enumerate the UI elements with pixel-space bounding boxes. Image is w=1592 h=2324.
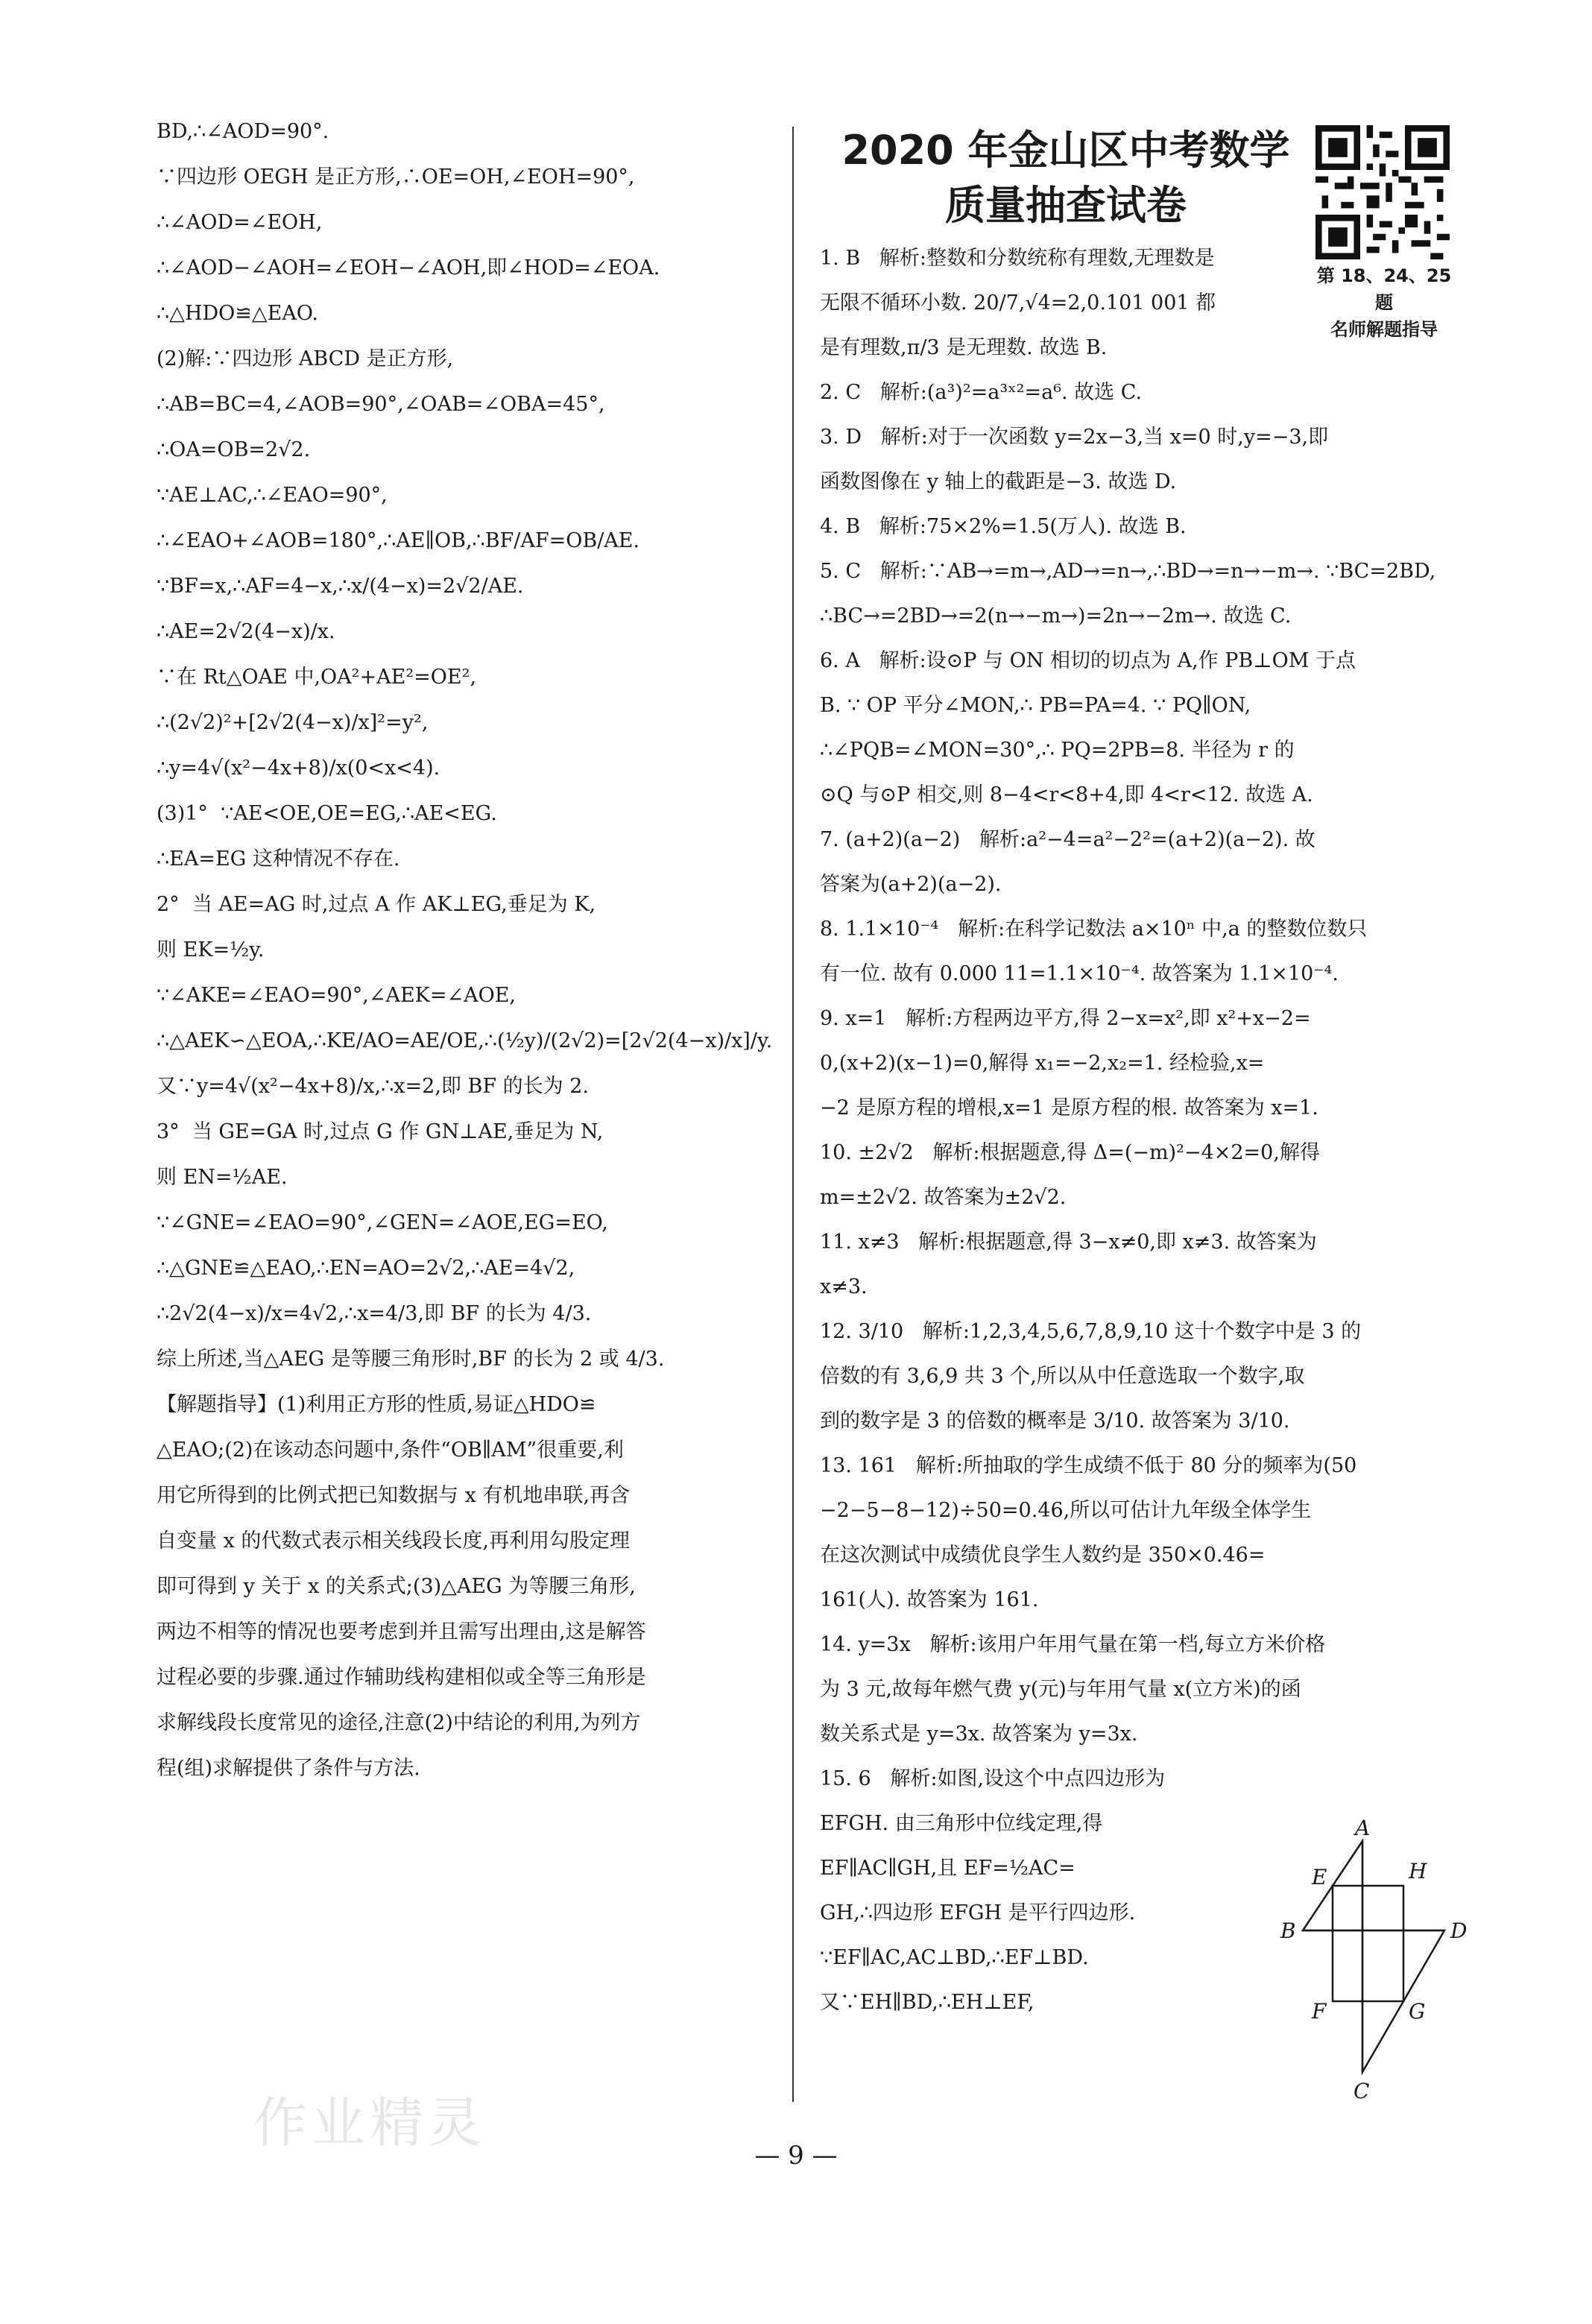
- text-line: GH,∴四边形 EFGH 是平行四边形.: [820, 1901, 1136, 1924]
- text-line: 6. A 解析:设⊙P 与 ON 相切的切点为 A,作 PB⊥OM 于点: [820, 649, 1356, 672]
- midpoint-quadrilateral: [1333, 1886, 1403, 2001]
- text-line: 161(人). 故答案为 161.: [820, 1588, 1039, 1611]
- text-line: 又∵EH∥BD,∴EH⊥EF,: [820, 1991, 1035, 2014]
- title-line: 2020 年金山区中考数学: [841, 127, 1290, 174]
- text-line: ∴AB=BC=4,∠AOB=90°,∠OAB=∠OBA=45°,: [157, 393, 605, 416]
- text-line: 到的数字是 3 的倍数的概率是 3/10. 故答案为 3/10.: [820, 1409, 1290, 1433]
- text-line: 求解线段长度常见的途径,注意(2)中结论的利用,为列方: [157, 1711, 641, 1734]
- text-line: −2−5−8−12)÷50=0.46,所以可估计九年级全体学生: [820, 1499, 1312, 1522]
- exam-title: [835, 123, 1297, 233]
- text-line: ∴y=4√(x²−4x+8)/x(0<x<4).: [157, 757, 440, 780]
- label-b: B: [1280, 1919, 1296, 1943]
- text-line: ⊙Q 与⊙P 相交,则 8−4<r<8+4,即 4<r<12. 故选 A.: [820, 783, 1313, 806]
- text-line: ∴∠EAO+∠AOB=180°,∴AE∥OB,∴BF/AF=OB/AE.: [157, 529, 640, 552]
- column-divider: [792, 127, 794, 2102]
- qr-caption-line: 名师解题指导: [1330, 319, 1438, 340]
- text-line: ∴AE=2√2(4−x)/x.: [157, 620, 335, 643]
- text-line: 倍数的有 3,6,9 共 3 个,所以从中任意选取一个数字,取: [820, 1365, 1305, 1388]
- text-line: ∴△GNE≌△EAO,∴EN=AO=2√2,∴AE=4√2,: [157, 1257, 575, 1280]
- page-number: — 9 —: [754, 2141, 838, 2170]
- text-line: ∵∠AKE=∠EAO=90°,∠AEK=∠AOE,: [157, 984, 517, 1007]
- text-line: 12. 3/10 解析:1,2,3,4,5,6,7,8,9,10 这十个数字中是 3 的: [820, 1320, 1362, 1343]
- left-column: [157, 119, 773, 1802]
- label-g: G: [1409, 1999, 1426, 2024]
- right-column: [820, 246, 1461, 2035]
- text-line: −2 是原方程的增根,x=1 是原方程的根. 故答案为 x=1.: [820, 1096, 1318, 1120]
- text-line: ∴△AEK∽△EOA,∴KE/AO=AE/OE,∴(½y)/(2√2)=[2√2(4−x)/x]/y.: [157, 1029, 773, 1052]
- text-line: (2)解:∵四边形 ABCD 是正方形,: [157, 347, 454, 370]
- text-line: 8. 1.1×10⁻⁴ 解析:在科学记数法 a×10ⁿ 中,a 的整数位数只: [820, 918, 1368, 941]
- text-line: ∵在 Rt△OAE 中,OA²+AE²=OE²,: [157, 666, 477, 689]
- text-line: 3. D 解析:对于一次函数 y=2x−3,当 x=0 时,y=−3,即: [820, 426, 1329, 449]
- qr-caption-line: 第 18、24、25 题: [1316, 265, 1452, 313]
- text-line: 有一位. 故有 0.000 11=1.1×10⁻⁴. 故答案为 1.1×10⁻⁴.: [820, 962, 1339, 985]
- text-line: 函数图像在 y 轴上的截距是−3. 故选 D.: [820, 470, 1177, 493]
- text-line: 两边不相等的情况也要考虑到并且需写出理由,这是解答: [157, 1620, 646, 1643]
- text-line: 5. C 解析:∵AB→=m→,AD→=n→,∴BD→=n→−m→. ∵BC=2BD,: [820, 560, 1436, 583]
- text-line: 即可得到 y 关于 x 的关系式;(3)△AEG 为等腰三角形,: [157, 1575, 636, 1598]
- text-line: 则 EN=½AE.: [157, 1166, 288, 1189]
- label-d: D: [1450, 1919, 1467, 1943]
- text-line: 用它所得到的比例式把已知数据与 x 有机地串联,再含: [157, 1484, 630, 1507]
- text-line: ∴△HDO≌△EAO.: [157, 302, 319, 325]
- text-line: ∴OA=OB=2√2.: [157, 438, 311, 461]
- text-line: B. ∵ OP 平分∠MON,∴ PB=PA=4. ∵ PQ∥ON,: [820, 694, 1251, 717]
- text-line: △EAO;(2)在该动态问题中,条件“OB∥AM”很重要,利: [157, 1439, 624, 1462]
- text-line: 10. ±2√2 解析:根据题意,得 Δ=(−m)²−4×2=0,解得: [820, 1141, 1320, 1164]
- text-line: 11. x≠3 解析:根据题意,得 3−x≠0,即 x≠3. 故答案为: [820, 1231, 1317, 1254]
- text-line: 综上所述,当△AEG 是等腰三角形时,BF 的长为 2 或 4/3.: [157, 1348, 665, 1371]
- text-line: 7. (a+2)(a−2) 解析:a²−4=a²−2²=(a+2)(a−2). 故: [820, 828, 1315, 851]
- text-line: ∴∠AOD=∠EOH,: [157, 211, 323, 234]
- title-line: 质量抽查试卷: [945, 182, 1187, 229]
- text-line: (3)1° ∵AE<OE,OE=EG,∴AE<EG.: [157, 802, 497, 825]
- text-line: 14. y=3x 解析:该用户年用气量在第一档,每立方米价格: [820, 1633, 1326, 1656]
- label-a: A: [1355, 1819, 1371, 1840]
- qr-code-icon: [1315, 125, 1450, 259]
- text-line: 又∵y=4√(x²−4x+8)/x,∴x=2,即 BF 的长为 2.: [157, 1075, 589, 1098]
- text-line: 过程必要的步骤.通过作辅助线构建相似或全等三角形是: [157, 1666, 646, 1689]
- text-line: 1. B 解析:整数和分数统称有理数,无理数是: [820, 247, 1215, 270]
- watermark: 作业精灵: [253, 2091, 487, 2154]
- text-line: 则 EK=½y.: [157, 938, 265, 962]
- text-line: 答案为(a+2)(a−2).: [820, 873, 1002, 896]
- text-line: 2° 当 AE=AG 时,过点 A 作 AK⊥EG,垂足为 K,: [157, 893, 596, 916]
- text-line: m=±2√2. 故答案为±2√2.: [820, 1186, 1067, 1209]
- text-line: 【解题指导】(1)利用正方形的性质,易证△HDO≌: [157, 1393, 596, 1416]
- text-line: ∵∠GNE=∠EAO=90°,∠GEN=∠AOE,EG=EO,: [157, 1211, 608, 1234]
- text-line: ∴(2√2)²+[2√2(4−x)/x]²=y²,: [157, 711, 429, 734]
- text-line: 0,(x+2)(x−1)=0,解得 x₁=−2,x₂=1. 经检验,x=: [820, 1052, 1265, 1075]
- text-line: ∵EF∥AC,AC⊥BD,∴EF⊥BD.: [820, 1946, 1089, 1969]
- text-line: 2. C 解析:(a³)²=a³ˣ²=a⁶. 故选 C.: [820, 381, 1143, 404]
- text-line: 4. B 解析:75×2%=1.5(万人). 故选 B.: [820, 515, 1187, 538]
- label-c: C: [1353, 2079, 1370, 2102]
- label-e: E: [1312, 1865, 1327, 1889]
- text-line: 自变量 x 的代数式表示相关线段长度,再利用勾股定理: [157, 1529, 630, 1553]
- text-line: ∴∠PQB=∠MON=30°,∴ PQ=2PB=8. 半径为 r 的: [820, 739, 1295, 762]
- text-line: ∵BF=x,∴AF=4−x,∴x/(4−x)=2√2/AE.: [157, 575, 524, 598]
- text-line: EF∥AC∥GH,且 EF=½AC=: [820, 1857, 1075, 1880]
- text-line: EFGH. 由三角形中位线定理,得: [820, 1812, 1103, 1835]
- text-line: BD,∴∠AOD=90°.: [157, 120, 329, 143]
- text-line: 15. 6 解析:如图,设这个中点四边形为: [820, 1767, 1166, 1790]
- text-line: ∵四边形 OEGH 是正方形,∴OE=OH,∠EOH=90°,: [157, 165, 635, 189]
- label-f: F: [1312, 1999, 1327, 2024]
- text-line: 在这次测试中成绩优良学生人数约是 350×0.46=: [820, 1544, 1266, 1567]
- text-line: ∴BC→=2BD→=2(n→−m→)=2n→−2m→. 故选 C.: [820, 604, 1292, 628]
- text-line: 9. x=1 解析:方程两边平方,得 2−x=x²,即 x²+x−2=: [820, 1007, 1311, 1030]
- text-line: 是有理数,π/3 是无理数. 故选 B.: [820, 336, 1108, 359]
- text-line: 无限不循环小数. 20/7,√4=2,0.101 001 都: [820, 291, 1216, 315]
- label-h: H: [1409, 1859, 1427, 1883]
- text-line: 程(组)求解提供了条件与方法.: [157, 1757, 420, 1780]
- text-line: ∴EA=EG 这种情况不存在.: [157, 847, 400, 871]
- text-line: 数关系式是 y=3x. 故答案为 y=3x.: [820, 1723, 1138, 1746]
- text-line: ∴2√2(4−x)/x=4√2,∴x=4/3,即 BF 的长为 4/3.: [157, 1302, 592, 1325]
- text-line: x≠3.: [820, 1275, 868, 1298]
- text-line: 为 3 元,故每年燃气费 y(元)与年用气量 x(立方米)的函: [820, 1678, 1301, 1701]
- text-line: ∴∠AOD−∠AOH=∠EOH−∠AOH,即∠HOD=∠EOA.: [157, 256, 660, 280]
- text-line: 3° 当 GE=GA 时,过点 G 作 GN⊥AE,垂足为 N,: [157, 1120, 604, 1143]
- text-line: 13. 161 解析:所抽取的学生成绩不低于 80 分的频率为(50: [820, 1454, 1357, 1477]
- text-line: ∵AE⊥AC,∴∠EAO=90°,: [157, 484, 388, 507]
- kite-figure: [1273, 1819, 1467, 2102]
